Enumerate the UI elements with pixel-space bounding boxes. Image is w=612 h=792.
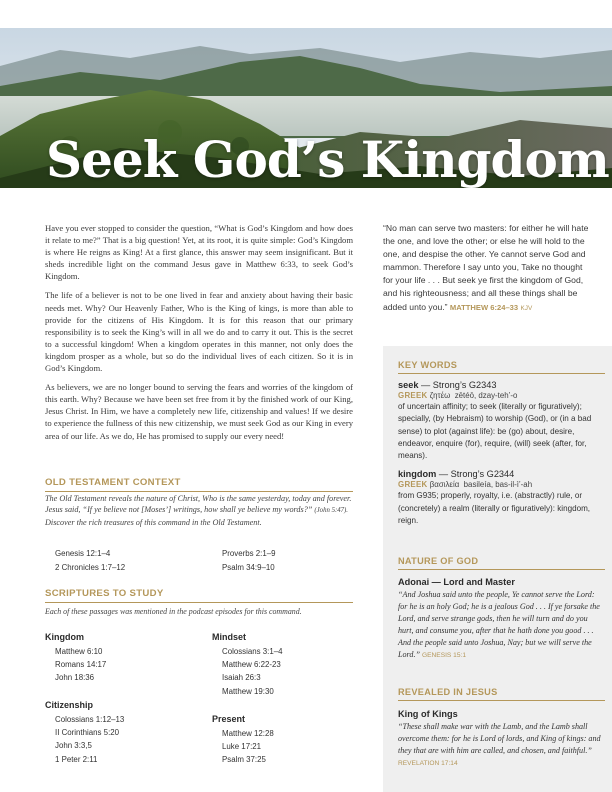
scripture-group-present xyxy=(212,713,274,767)
transliteration: zētéō, dzay-teh’-o xyxy=(454,391,518,400)
old-testament-text-a: The Old Testament reveals the nature of Christ, Who is the same yesterday, today and forever. Jesus said, “If ye believe not [Moses’] writings, how shall ye believe my words?” xyxy=(45,494,352,515)
nature-quote xyxy=(398,589,605,661)
revealed-title: King of Kings xyxy=(398,709,458,719)
scripture-item: Luke 17:21 xyxy=(222,742,262,752)
intro-article xyxy=(45,222,353,449)
key-word: seek xyxy=(398,380,419,390)
scripture-group-title: Citizenship xyxy=(45,700,94,710)
revealed-in-jesus-heading: REVEALED IN JESUS xyxy=(398,687,605,701)
key-verse-text: “No man can serve two masters: for either he will hate the one, and love the other; or else he will hold to the one, and despise the other. Ye cannot serve God and mammon. Therefore I say unto you, Take no thought for your life . . . But seek ye first the kingdom of God, and his righteousness; and all these things shall be added unto you.” xyxy=(383,223,589,312)
key-word-entry xyxy=(398,380,605,462)
strongs-number: — Strong’s G2343 xyxy=(421,380,497,390)
key-verse-quote xyxy=(383,222,593,315)
scripture-group-kingdom xyxy=(45,631,106,685)
scripture-item: Romans 14:17 xyxy=(55,660,107,670)
old-testament-heading: OLD TESTAMENT CONTEXT xyxy=(45,477,353,492)
scripture-group-mindset xyxy=(212,631,283,698)
key-words-section xyxy=(398,360,605,527)
revealed-in-jesus-section xyxy=(398,687,605,770)
scripture-item: Colossians 1:12–13 xyxy=(55,715,125,724)
old-testament-text xyxy=(45,493,353,528)
nature-quote-reference: GENESIS 15:1 xyxy=(422,651,466,659)
nature-of-god-section xyxy=(398,556,605,661)
scripture-group-title: Present xyxy=(212,714,246,724)
greek-word: βασιλεία xyxy=(429,480,460,490)
key-verse-reference: MATTHEW 6:24–33 xyxy=(449,302,519,312)
scripture-item: Matthew 19:30 xyxy=(222,686,274,696)
language-label: GREEK xyxy=(398,391,428,400)
key-word-title xyxy=(398,380,605,390)
key-words-heading: KEY WORDS xyxy=(398,360,605,374)
scripture-item: Matthew 6:10 xyxy=(55,647,103,656)
scripture-item: 1 Peter 2:11 xyxy=(55,754,98,764)
scripture-item: John 3:3,5 xyxy=(55,741,92,751)
key-verse-version: KJV xyxy=(520,304,533,312)
revealed-quote xyxy=(398,721,605,770)
scripture-item: Psalm 37:25 xyxy=(222,755,266,765)
scripture-item: II Corinthians 5:20 xyxy=(55,728,120,738)
hero-banner xyxy=(0,28,612,188)
scriptures-intro: Each of these passages was mentioned in the podcast episodes for this command. xyxy=(45,607,302,616)
language-label: GREEK xyxy=(398,480,428,490)
old-testament-text-b: Discover the rich treasures of this command in the Old Testament. xyxy=(45,517,262,527)
scripture-group-citizenship xyxy=(45,699,124,766)
transliteration: basileía, bas-il-ì’-ah xyxy=(463,480,533,490)
nature-of-god-heading: NATURE OF GOD xyxy=(398,556,605,570)
key-word-greek xyxy=(398,480,605,489)
old-testament-cite: (John 5:47). xyxy=(314,507,349,515)
key-word: kingdom xyxy=(398,469,437,480)
scripture-item: Matthew 12:28 xyxy=(222,729,274,738)
key-word-title xyxy=(398,469,605,479)
nature-title: Adonai — Lord and Master xyxy=(398,577,515,587)
scripture-item: Colossians 3:1–4 xyxy=(222,647,283,656)
reference-item: Genesis 12:1–4 xyxy=(55,549,111,558)
scripture-item: Isaiah 26:3 xyxy=(222,673,261,683)
reference-item: Psalm 34:9–10 xyxy=(222,562,275,572)
intro-paragraph: As believers, we are no longer bound to serving the fears and worries of the kingdom of this earth. Why? Because we have been set free from it by the finished work of our King, Jesus Christ. In Him, we have a completely new life, citizenship and values! If we desire to experience the fullness of this new citizenship, we must seek God as our King in every area of our life. As we do, He has promised to supply our every need! xyxy=(45,382,353,441)
key-word-definition: from G935; properly, royalty, i.e. (abstractly) rule, or (concretely) a realm (literally or figuratively): kingdom, reign. xyxy=(398,491,591,526)
key-word-greek xyxy=(398,391,605,400)
reference-item: Proverbs 2:1–9 xyxy=(222,549,276,558)
scripture-item: John 18:36 xyxy=(55,673,95,683)
nature-quote-text: “And Joshua said unto the people, Ye cannot serve the Lord: for he is an holy God; he is a jealous God . . . If ye forsake the Lord, and serve strange gods, then he will turn and do you hurt, and consume you, after that he hath done you good . . . And the people said unto Joshua, Nay; but we will serve the Lord.” xyxy=(398,590,600,659)
scripture-item: Matthew 6:22-23 xyxy=(222,660,281,670)
scripture-group-title: Mindset xyxy=(212,632,247,642)
key-word-definition: of uncertain affinity; to seek (literally or figuratively); specially, (by Hebraism) to worship (God), or (in a bad sense) to plot (against life): be (go) about, desire, endeavor, enquire (for), require, (will) seek (after, for, means). xyxy=(398,402,592,461)
sidebar-panel xyxy=(383,346,612,792)
scriptures-heading: SCRIPTURES TO STUDY xyxy=(45,588,353,603)
strongs-number: — Strong’s G2344 xyxy=(438,469,515,480)
key-word-entry xyxy=(398,469,605,527)
greek-word: ζητέω xyxy=(429,391,451,400)
reference-item: 2 Chronicles 1:7–12 xyxy=(55,562,126,572)
revealed-quote-text: “These shall make war with the Lamb, and the Lamb shall overcome them: for he is Lord of lords, and King of kings: and they that are with him are called, and chosen, and faithful.” xyxy=(398,722,601,755)
intro-paragraph: Have you ever stopped to consider the question, “What is God’s Kingdom and how does it relate to me?” That is a big question! Yet, at its root, it is quite simple: God’s Kingdom is where He reigns as King! At a first glance, this answer may seem insignificant. But it sheds incredible light on the command Jesus gave in Matthew 6:33, to seek God’s Kingdom. xyxy=(45,223,353,282)
page-title: Seek God’s Kingdom xyxy=(46,130,609,188)
intro-paragraph: The life of a believer is not to be one lived in fear and anxiety about having their basic needs met. Why? Our Heavenly Father, Who is the King of kings, is more than able to provide for the citizens of His Kingdom. It is for this reason that our primary responsibility is to seek the King’s will in all we do and to carry it out. This is the secret to a successful kingdom! When a kingdom operates in this manner, not only does the kingdom prosper as a whole, but so do the individual lives of each citizen. So it is in God’s Kingdom. xyxy=(45,290,353,374)
scripture-group-title: Kingdom xyxy=(45,632,84,642)
revealed-quote-reference: REVELATION 17:14 xyxy=(398,759,458,767)
